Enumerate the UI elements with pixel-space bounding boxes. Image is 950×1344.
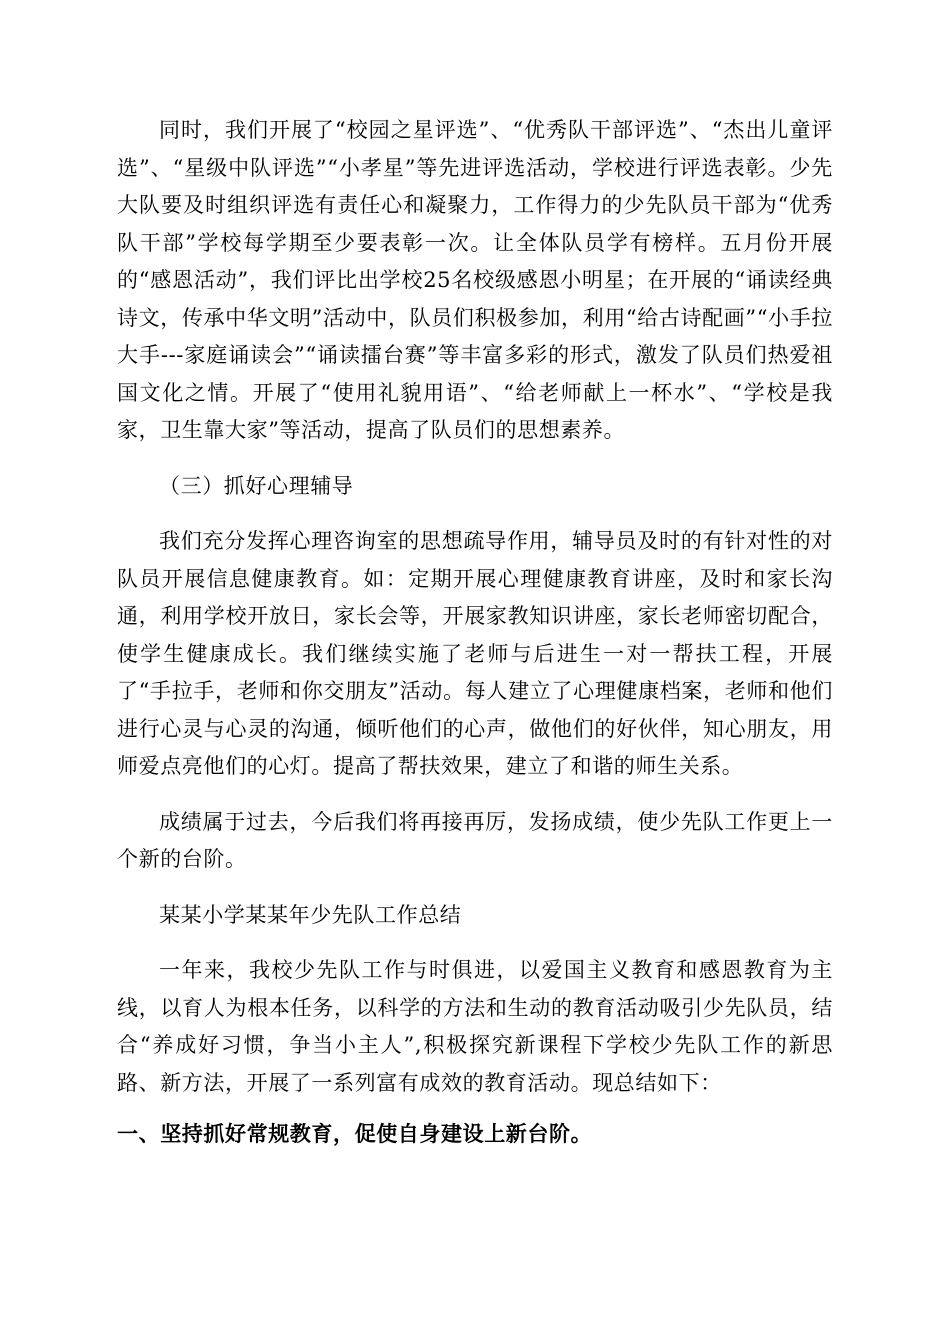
subheading-psychological-counseling: （三）抓好心理辅导 bbox=[159, 473, 354, 498]
section-heading-1: 一、坚持抓好常规教育，促使自身建设上新台阶。 bbox=[117, 1122, 593, 1146]
document-page bbox=[117, 112, 833, 1154]
paragraph-intro: 一年来，我校少先队工作与时俱进，以爱国主义教育和感恩教育为主线，以育人为根本任务，以科学的方法和生动的教育活动吸引少先队员，结合“养成好习惯，争当小主人”,积极探究新课程下学校少先队工作的新思路、新方法，开展了一系列富有成效的教育活动。现总结如下： bbox=[117, 958, 833, 1095]
document-title: 某某小学某某年少先队工作总结 bbox=[159, 902, 462, 927]
paragraph-conclusion: 成绩属于过去，今后我们将再接再厉，发扬成绩，使少先队工作更上一个新的台阶。 bbox=[117, 809, 833, 871]
paragraph-evaluation-activities: 同时，我们开展了“校园之星评选”、“优秀队干部评选”、“杰出儿童评选”、“星级中队评选”“小孝星”等先进评选活动，学校进行评选表彰。少先大队要及时组织评选有责任心和凝聚力，工作得力的少先队员干部为“优秀队干部”学校每学期至少要表彰一次。让全体队员学有榜样。五月份开展的“感恩活动”，我们评比出学校25名校级感恩小明星；在开展的“诵读经典诗文，传承中华文明”活动中，队员们积极参加，利用“给古诗配画”“小手拉大手---家庭诵读会”“诵读擂台赛”等丰富多彩的形式，激发了队员们热爱祖国文化之情。开展了“使用礼貌用语”、“给老师献上一杯水”、“学校是我家，卫生靠大家”等活动，提高了队员们的思想素养。 bbox=[117, 118, 833, 442]
paragraph-psychological-counseling: 我们充分发挥心理咨询室的思想疏导作用，辅导员及时的有针对性的对队员开展信息健康教育。如：定期开展心理健康教育讲座，及时和家长沟通，利用学校开放日，家长会等，开展家教知识讲座，家长老师密切配合，使学生健康成长。我们继续实施了老师与后进生一对一帮扶工程，开展了“手拉手，老师和你交朋友”活动。每人建立了心理健康档案，老师和他们进行心灵与心灵的沟通，倾听他们的心声，做他们的好伙伴，知心朋友，用师爱点亮他们的心灯。提高了帮扶效果，建立了和谐的师生关系。 bbox=[117, 529, 833, 778]
